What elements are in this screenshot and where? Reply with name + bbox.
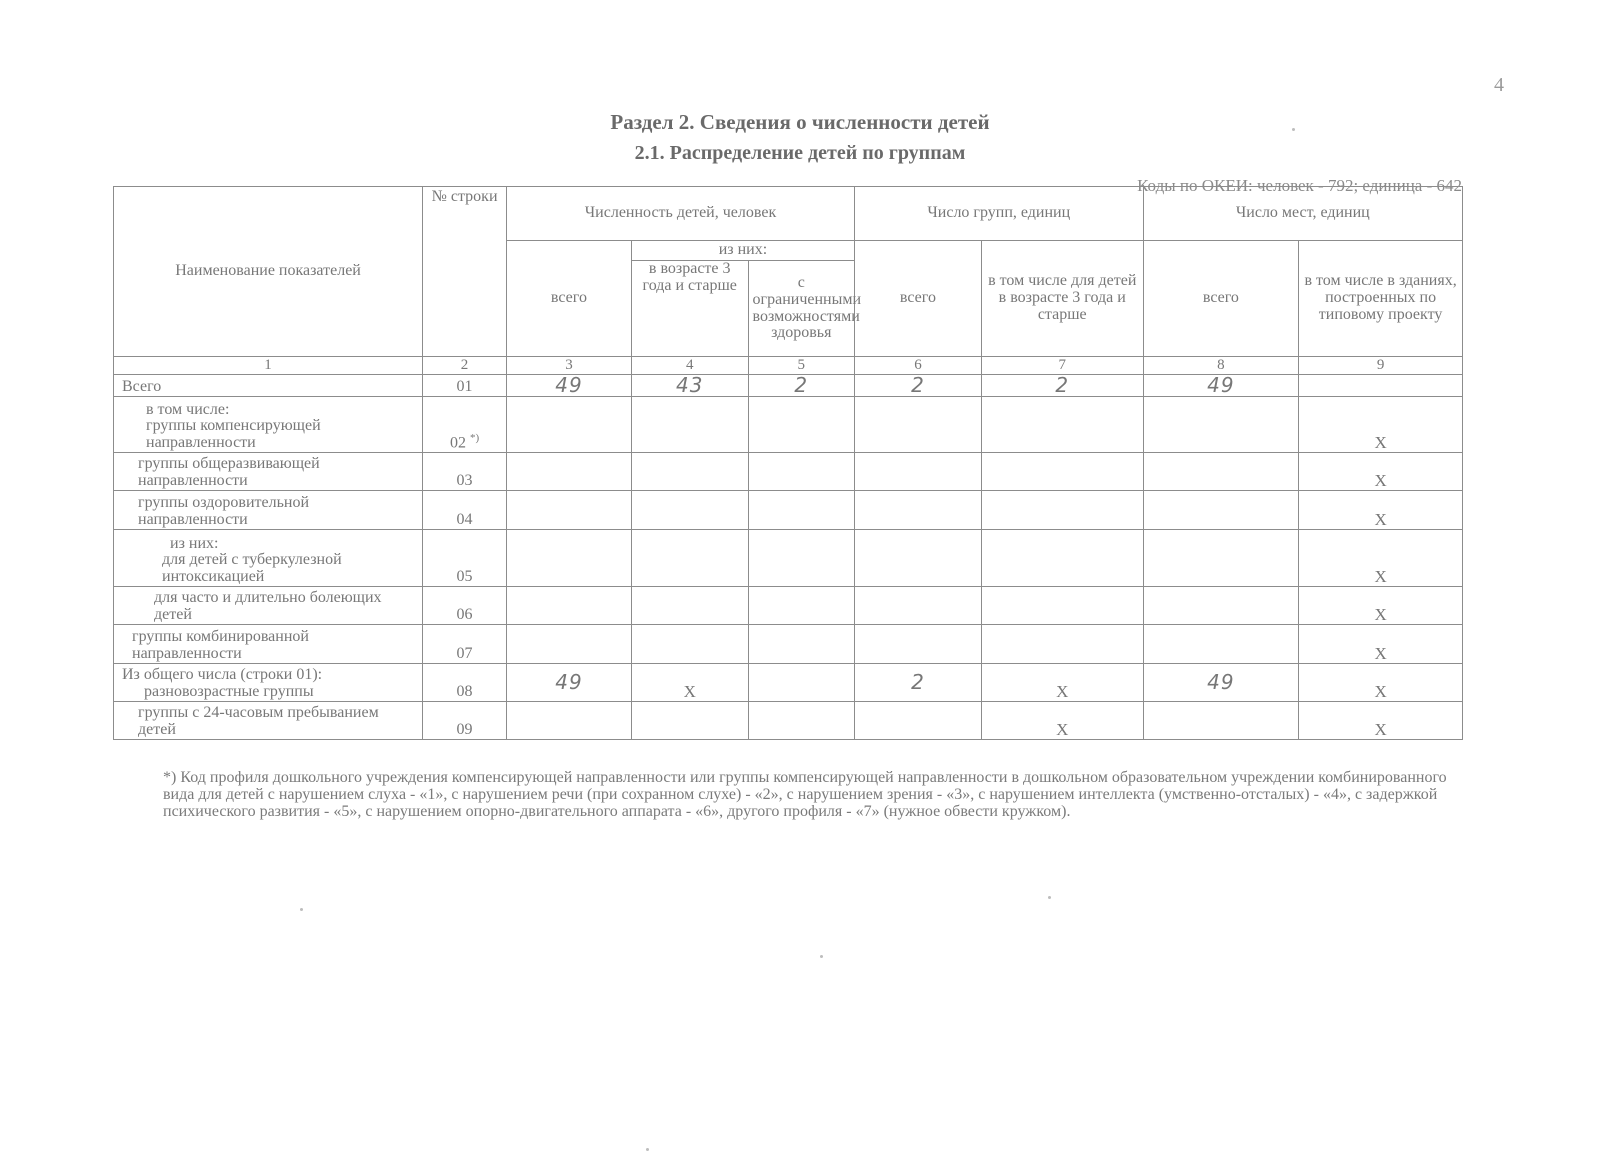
row-label: группы оздоровительной направленности: [114, 491, 423, 530]
col-number: 9: [1299, 357, 1463, 375]
cell-places-total: [1143, 702, 1299, 740]
table-row: [114, 491, 1463, 530]
cell-children-limited: [748, 491, 854, 530]
cell-children-total: [507, 702, 632, 740]
row-code: 04: [423, 491, 507, 530]
cell-places-typical: X: [1299, 625, 1463, 664]
cell-places-typical: X: [1299, 397, 1463, 453]
header-places-count: Число мест, единиц: [1143, 187, 1462, 241]
cell-children-limited: [748, 397, 854, 453]
cell-groups-total: [854, 530, 981, 587]
okei-codes: Коды по ОКЕИ: человек - 792; единица - 642: [1137, 176, 1462, 195]
header-groups-age3: в том числе для детей в возрасте 3 года и старше: [981, 241, 1143, 357]
header-groups-total: всего: [854, 241, 981, 357]
col-number: 3: [507, 357, 632, 375]
cell-children-total: [507, 530, 632, 587]
cell-children-total: [507, 587, 632, 625]
cell-groups-age3: [981, 491, 1143, 530]
cell-groups-total: [854, 397, 981, 453]
cell-groups-total: [854, 491, 981, 530]
cell-children-age3: [631, 397, 748, 453]
cell-groups-age3: X: [981, 664, 1143, 702]
cell-groups-total: [854, 453, 981, 491]
cell-children-age3: [631, 453, 748, 491]
row-label: группы компенсирующей направленности: [146, 417, 321, 452]
row-label: группы комбинированной направленности: [114, 625, 423, 664]
row-label: Всего: [114, 375, 423, 397]
column-numbers-row: [114, 357, 1463, 375]
table-row: [114, 375, 1463, 397]
header-age3: в возрасте 3 года и старше: [631, 261, 748, 357]
header-places-total: всего: [1143, 241, 1299, 357]
col-number: 1: [114, 357, 423, 375]
cell-children-total: 49: [507, 375, 632, 397]
cell-places-total: 49: [1143, 664, 1299, 702]
cell-children-age3: [631, 491, 748, 530]
row-label: группы общеразвивающей направленности: [114, 453, 423, 491]
scan-speck: [1292, 128, 1295, 131]
cell-children-total: 49: [507, 664, 632, 702]
row-label-prefix: Из общего числа (строки 01):: [122, 666, 323, 684]
cell-places-typical: X: [1299, 587, 1463, 625]
cell-groups-total: 2: [854, 375, 981, 397]
page-number: 4: [1494, 74, 1504, 96]
table-row: [114, 625, 1463, 664]
children-distribution-table: [113, 186, 1463, 740]
cell-children-total: [507, 397, 632, 453]
row-code: 09: [423, 702, 507, 740]
row-code: 05: [423, 530, 507, 587]
cell-groups-age3: [981, 397, 1143, 453]
col-number: 8: [1143, 357, 1299, 375]
scan-speck: [646, 1148, 649, 1151]
cell-children-total: [507, 625, 632, 664]
cell-children-age3: [631, 625, 748, 664]
cell-places-typical: X: [1299, 530, 1463, 587]
row-label: группы с 24-часовым пребыванием детей: [114, 702, 423, 740]
row-label-prefix: в том числе:: [146, 400, 230, 418]
cell-groups-total: [854, 625, 981, 664]
row-code: 06: [423, 587, 507, 625]
col-number: 6: [854, 357, 981, 375]
cell-places-typical: [1299, 375, 1463, 397]
row-label: для детей с туберкулезной интоксикацией: [162, 551, 342, 586]
cell-places-total: [1143, 453, 1299, 491]
row-label: для часто и длительно болеющих детей: [114, 587, 423, 625]
col-number: 2: [423, 357, 507, 375]
cell-places-total: [1143, 397, 1299, 453]
cell-children-limited: [748, 587, 854, 625]
section-title: Раздел 2. Сведения о численности детей: [610, 110, 990, 134]
section-subtitle: 2.1. Распределение детей по группам: [634, 142, 966, 164]
cell-groups-total: [854, 702, 981, 740]
cell-children-total: [507, 491, 632, 530]
col-number: 4: [631, 357, 748, 375]
header-places-typical: в том числе в зданиях, построенных по типовому проекту: [1299, 241, 1463, 357]
cell-groups-age3: [981, 453, 1143, 491]
cell-places-typical: X: [1299, 453, 1463, 491]
cell-places-total: [1143, 587, 1299, 625]
table-row: [114, 453, 1463, 491]
row-code: 01: [423, 375, 507, 397]
col-number: 5: [748, 357, 854, 375]
cell-places-typical: X: [1299, 664, 1463, 702]
header-line-no: № строки: [423, 187, 507, 357]
cell-places-total: [1143, 530, 1299, 587]
header-limited-health: с ограниченными возможностями здоровья: [748, 261, 854, 357]
cell-children-limited: 2: [748, 375, 854, 397]
cell-children-age3: [631, 702, 748, 740]
header-children-total: всего: [507, 241, 632, 357]
cell-children-limited: [748, 530, 854, 587]
row-label-prefix: из них:: [170, 534, 219, 552]
header-of-them: из них:: [631, 241, 854, 261]
row-code: 02: [449, 434, 466, 452]
cell-groups-age3: [981, 587, 1143, 625]
table-row: [114, 587, 1463, 625]
cell-groups-total: 2: [854, 664, 981, 702]
cell-groups-age3: X: [981, 702, 1143, 740]
cell-groups-age3: 2: [981, 375, 1143, 397]
row-label: разновозрастные группы: [144, 683, 314, 701]
cell-places-total: 49: [1143, 375, 1299, 397]
cell-groups-total: [854, 587, 981, 625]
cell-children-age3: [631, 530, 748, 587]
cell-groups-age3: [981, 530, 1143, 587]
table-row: [114, 530, 1463, 587]
header-name: Наименование показателей: [114, 187, 423, 357]
cell-children-total: [507, 453, 632, 491]
header-children-count: Численность детей, человек: [507, 187, 855, 241]
scan-speck: [820, 955, 823, 958]
cell-places-total: [1143, 491, 1299, 530]
cell-children-age3: 43: [631, 375, 748, 397]
cell-children-limited: [748, 702, 854, 740]
footnote-mark: *): [469, 431, 480, 444]
cell-places-typical: X: [1299, 702, 1463, 740]
scan-speck: [1048, 896, 1051, 899]
cell-children-limited: [748, 453, 854, 491]
table-row: [114, 664, 1463, 702]
table-row: [114, 702, 1463, 740]
cell-groups-age3: [981, 625, 1143, 664]
cell-places-total: [1143, 625, 1299, 664]
row-code: 08: [423, 664, 507, 702]
cell-children-limited: [748, 664, 854, 702]
table-row: [114, 397, 1463, 453]
footnote: *) Код профиля дошкольного учреждения компенсирующей направленности или группы компенсирующей направленности в дошкольном образовательном учреждении комбинированного вида для детей с нарушением слуха - «1», с нарушением речи (при сохранном слухе) - «2», с нарушением зрения - «3», с нарушением интеллекта (умственно-отсталых) - «4», с задержкой психического развития - «5», с нарушением опорно-двигательного аппарата - «6», другого профиля - «7» (нужное обвести кружком).: [163, 769, 1447, 820]
cell-places-typical: X: [1299, 491, 1463, 530]
cell-children-age3: [631, 587, 748, 625]
row-code: 03: [423, 453, 507, 491]
scan-speck: [300, 908, 303, 911]
header-groups-count: Число групп, единиц: [854, 187, 1143, 241]
row-code: 07: [423, 625, 507, 664]
col-number: 7: [981, 357, 1143, 375]
cell-children-limited: [748, 625, 854, 664]
cell-children-age3: X: [631, 664, 748, 702]
